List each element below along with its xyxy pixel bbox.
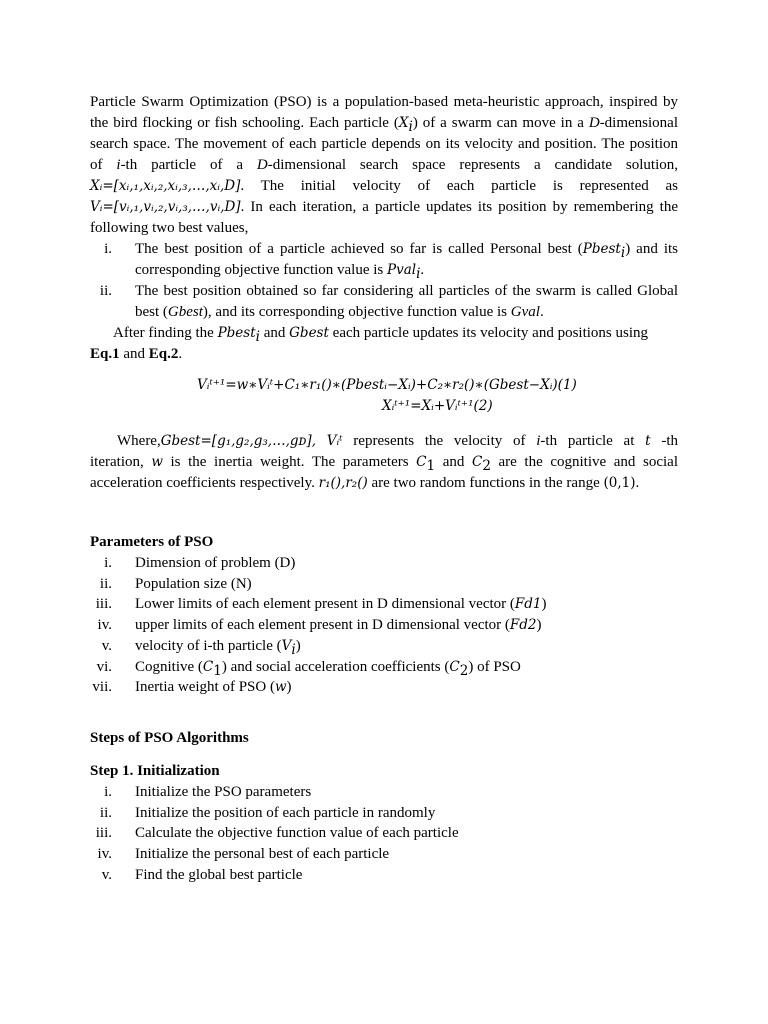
update-paragraph: After finding the Pbest$_i$ and Gbest each particle updates its velocity and positions using Eq.1 and Eq.2.: [90, 325, 649, 362]
list-item: iii. Calculate the objective function value of each particle: [95, 825, 459, 842]
where-paragraph: [90, 431, 678, 494]
parameters-heading: Parameters of PSO: [90, 534, 214, 550]
equations-block: [90, 375, 678, 419]
intro-line: Xᵢ=[xᵢ,₁,xᵢ,₂,xᵢ,₃,…,xᵢ,D]. The initial velocity of each particle is represented as: [90, 178, 678, 194]
list-item: ii. The best position obtained so far considering all particles of the swarm is called Global best (Gbest), and its corresponding objective function value is Gval.: [99, 283, 678, 320]
list-item: i. Dimension of problem (D): [104, 555, 296, 571]
intro-line: following two best values,: [90, 220, 249, 236]
list-item: iv. Initialize the personal best of each particle: [97, 846, 390, 863]
intro-line: Vᵢ=[vᵢ,₁,vᵢ,₂,vᵢ,₃,…,vᵢ,D]. In each iteration, a particle updates its position by remembering the: [90, 199, 678, 215]
where-line: Where,Gbest=[g₁,g₂,g₃,…,gᴅ], Vᵢᵗ represents the velocity of i-th particle at t -th: [117, 433, 678, 449]
intro-line: of i-th particle of a D-dimensional search space represents a candidate solution,: [90, 157, 678, 173]
initialization-list: [90, 782, 678, 886]
list-item: ii. Population size (N): [99, 575, 252, 592]
steps-heading: Steps of PSO Algorithms: [90, 729, 249, 746]
intro-paragraph: [90, 92, 678, 239]
step1-heading: Step 1. Initialization: [90, 762, 220, 779]
parameters-list: [90, 553, 678, 698]
velocity-vector-formula: Vᵢ=[vᵢ,₁,vᵢ,₂,vᵢ,₃,…,vᵢ,D]: [90, 199, 241, 215]
velocity-update-equation: Vᵢᵗ⁺¹=w∗Vᵢᵗ+C₁∗r₁()∗(Pbestᵢ−Xᵢ)+C₂∗r₂()∗(Gbest−Xᵢ)(1): [197, 377, 577, 393]
list-item: ii. Initialize the position of each particle in randomly: [99, 804, 436, 821]
list-item: i. Initialize the PSO parameters: [104, 783, 312, 800]
where-line: acceleration coefficients respectively. r₁(),r₂() are two random functions in the range (0,1).: [90, 475, 640, 491]
position-update-equation: Xᵢᵗ⁺¹=Xᵢ+Vᵢᵗ⁺¹(2): [382, 398, 493, 414]
list-item: v. Find the global best particle: [101, 866, 303, 883]
list-item: v. velocity of i-th particle $(V_i)$: [101, 637, 301, 658]
intro-line: the bird flocking or fish schooling. Each particle $(X_i)$ of a swarm can move in a D-dimensional: [90, 115, 679, 135]
document-page: [90, 92, 678, 885]
intro-line: Particle Swarm Optimization (PSO) is a population-based meta-heuristic approach, inspired by: [90, 94, 678, 110]
best-values-list: [90, 239, 678, 323]
list-item: i. The best position of a particle achieved so far is called Personal best (Pbest$_i$) and its corresponding objective function value is Pval$_i$.: [104, 241, 679, 282]
list-item: vii. Inertia weight of PSO (w): [92, 679, 292, 696]
where-line: iteration, w is the inertia weight. The parameters $C_1$ and $C_2$ are the cognitive and social: [90, 454, 679, 474]
position-vector-formula: Xᵢ=[xᵢ,₁,xᵢ,₂,xᵢ,₃,…,xᵢ,D]: [90, 178, 241, 194]
intro-line: search space. The movement of each particle depends on its velocity and position. The position: [90, 136, 678, 152]
list-item: iii. Lower limits of each element present in D dimensional vector (Fd1): [95, 596, 547, 613]
list-item: iv. upper limits of each element present in D dimensional vector (Fd2): [97, 617, 542, 634]
list-item: vi. Cognitive $(C_1)$ and social acceleration coefficients $(C_2)$ of PSO: [96, 658, 521, 679]
